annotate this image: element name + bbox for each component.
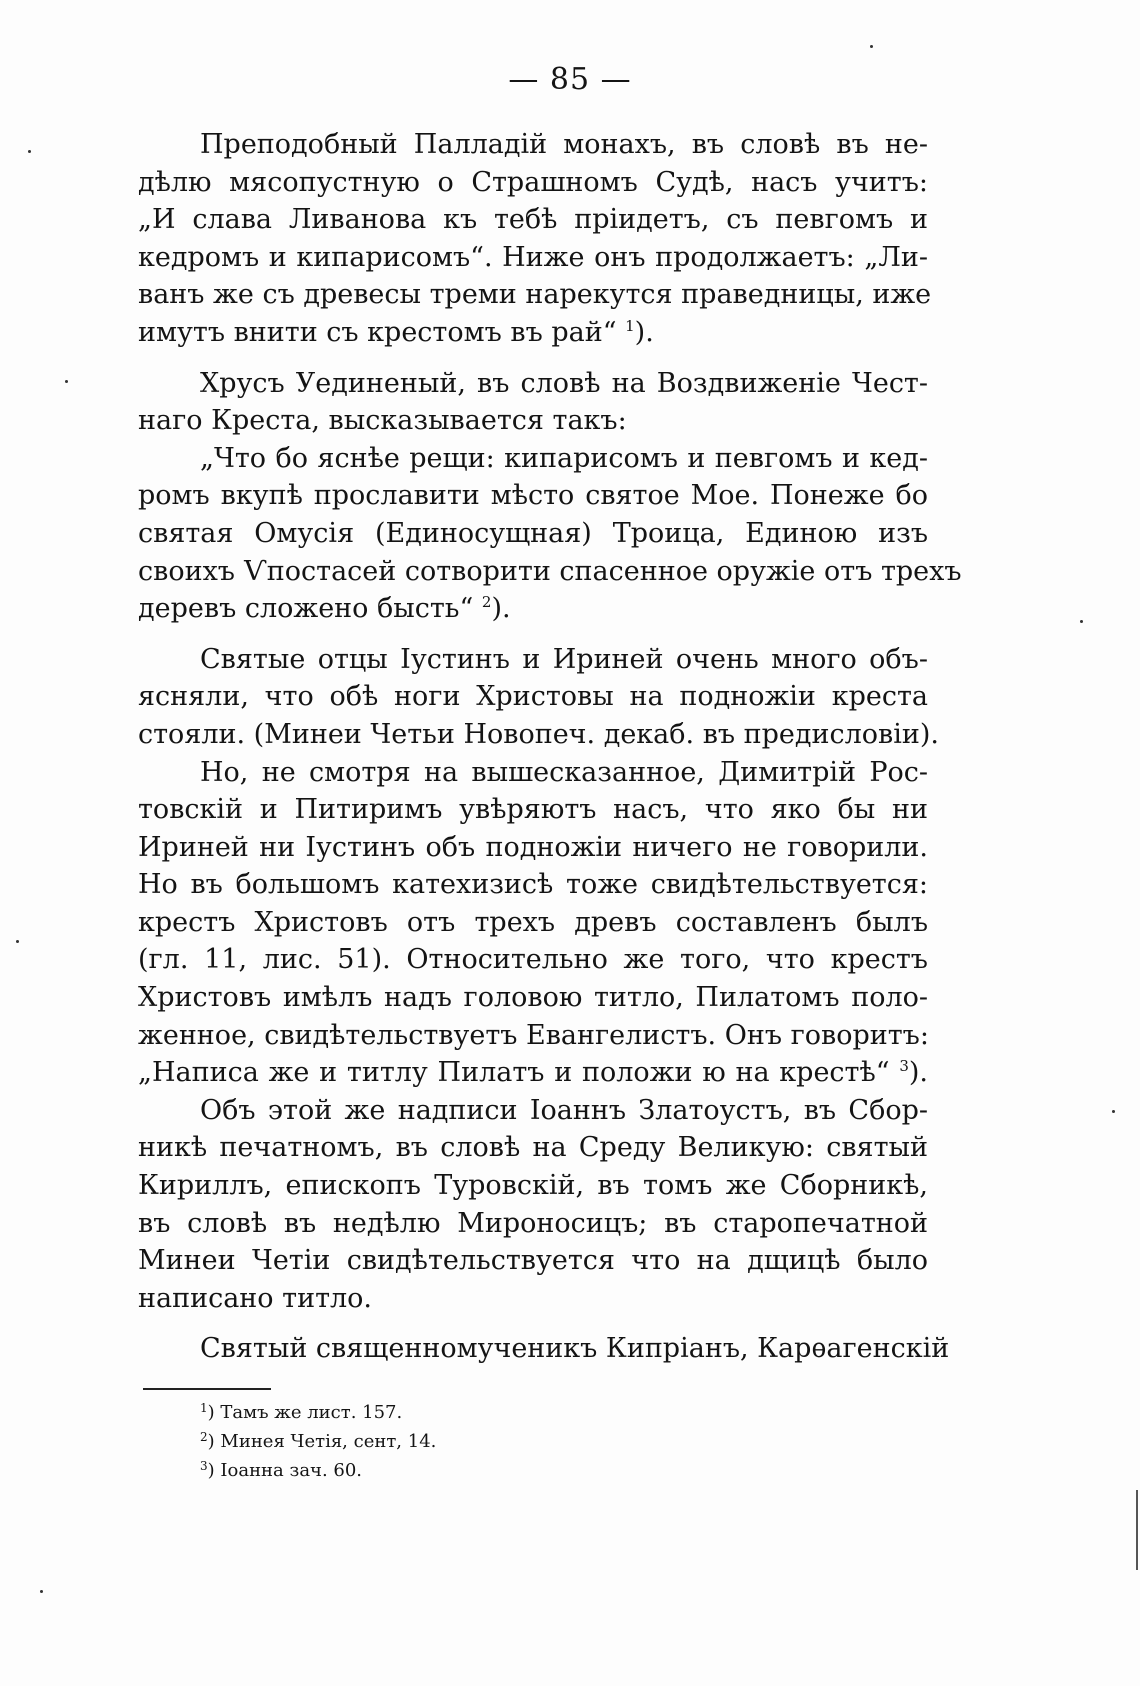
text-span: Объ этой же надписи Іоаннъ Златоустъ, въ Сбор- <box>200 1094 928 1126</box>
text-line <box>138 1330 950 1368</box>
text-span: Святые отцы Іустинъ и Ириней очень много объ- <box>200 643 928 675</box>
text-span: „Написа же и титлу Пилатъ и положи ю на крестѣ“ <box>138 1057 900 1089</box>
text-line <box>138 276 932 314</box>
text-line <box>138 829 928 867</box>
page-number: — 85 — <box>508 62 632 97</box>
text-span: деревъ сложено бысть“ <box>138 593 482 625</box>
text-span: имутъ внити съ крестомъ въ рай“ <box>138 316 626 348</box>
text-line <box>138 553 962 591</box>
text-span: „И слава Ливанова къ тебѣ пріидетъ, съ певгомъ и <box>138 204 928 236</box>
text-span: ). <box>908 1057 928 1089</box>
footnote-text: ) Тамъ же лист. 157. <box>207 1402 403 1423</box>
text-span: дѣлю мясопустную о Страшномъ Судѣ, насъ учитъ: <box>138 166 928 198</box>
footnote-number: 1 <box>200 1401 208 1415</box>
text-line <box>138 1280 928 1318</box>
footnote-reference: 3 <box>899 1057 909 1076</box>
text-span: Святый священномученикъ Кипріанъ, Карѳагенскій <box>200 1333 950 1365</box>
footnote-number: 2 <box>200 1430 208 1444</box>
text-span: въ словѣ въ недѣлю Мироносицъ; въ старопечатной <box>138 1207 928 1239</box>
footnote-number: 3 <box>200 1459 208 1473</box>
text-line <box>138 477 928 515</box>
footnote-text: ) Минея Четія, сент, 14. <box>207 1431 437 1452</box>
text-line <box>138 365 928 403</box>
text-span: своихъ Ѵпостасей сотворити спасенное оружіе отъ трехъ <box>138 555 962 587</box>
text-span: написано титло. <box>138 1282 372 1314</box>
text-span: Кириллъ, епископъ Туровскій, въ томъ же Сборникѣ, <box>138 1170 928 1202</box>
text-span: святая Омусія (Единосущная) Троица, Единою изъ <box>138 517 928 549</box>
footnote-divider <box>143 1388 271 1390</box>
text-line <box>138 941 928 979</box>
text-line <box>138 716 940 754</box>
text-line <box>138 314 928 352</box>
footnote-reference: 2 <box>481 593 492 612</box>
footnote-text: ) Іоанна зач. 60. <box>207 1460 363 1481</box>
text-line <box>138 1092 928 1130</box>
text-line <box>138 791 928 829</box>
paragraph-gap <box>138 1317 928 1330</box>
text-span: Минеи Четіи свидѣтельствуется что на дщицѣ было <box>138 1245 928 1277</box>
text-line <box>138 515 928 553</box>
text-line <box>138 1017 928 1055</box>
print-speck <box>870 45 873 48</box>
text-line <box>138 979 928 1017</box>
text-line <box>138 239 928 277</box>
text-line <box>138 1054 928 1092</box>
text-span: Ириней ни Іустинъ объ подножіи ничего не говорили. <box>138 831 928 863</box>
text-span: стояли. (Минеи Четьи Новопеч. декаб. въ предисловіи). <box>138 718 940 750</box>
footnote-reference: 1 <box>625 316 635 335</box>
print-speck <box>1080 620 1083 623</box>
footnote <box>200 1398 700 1427</box>
text-line <box>138 126 928 164</box>
text-line <box>138 1129 928 1167</box>
text-span: кедромъ и кипарисомъ“. Ниже онъ продолжаетъ: „Ли- <box>138 241 928 273</box>
text-line <box>138 590 928 628</box>
text-line <box>138 201 928 239</box>
text-span: никѣ печатномъ, въ словѣ на Среду Великую: святый <box>138 1132 928 1164</box>
paragraph-gap <box>138 628 928 641</box>
print-speck <box>16 940 19 943</box>
text-span: Но въ большомъ катехизисѣ тоже свидѣтельствуется: <box>138 869 928 901</box>
text-line <box>138 754 928 792</box>
text-line <box>138 1167 928 1205</box>
text-span: ). <box>491 593 511 625</box>
text-span: Преподобный Палладій монахъ, въ словѣ въ не- <box>200 129 928 160</box>
footnote <box>200 1427 700 1456</box>
text-line <box>138 866 928 904</box>
text-line <box>138 164 928 202</box>
print-speck <box>40 1590 43 1593</box>
text-span: ясняли, что обѣ ноги Христовы на подножіи креста <box>138 681 928 713</box>
text-span: Хрусъ Уединеный, въ словѣ на Воздвиженіе Чест- <box>200 367 928 399</box>
scan-edge-mark <box>1136 1490 1138 1570</box>
footnote <box>200 1456 700 1485</box>
print-speck <box>28 150 31 153</box>
text-span: (гл. 11, лис. 51). Относительно же того, что крестъ <box>138 944 928 976</box>
text-span: товскій и Питиримъ увѣряютъ насъ, что яко бы ни <box>138 794 928 826</box>
footnotes <box>200 1398 700 1485</box>
text-span: наго Креста, высказывается такъ: <box>138 405 627 437</box>
print-speck <box>1112 1110 1115 1113</box>
paragraph-gap <box>138 352 928 365</box>
text-line <box>138 904 928 942</box>
body-text <box>138 126 962 1368</box>
text-span: ). <box>634 316 654 348</box>
text-line <box>138 440 928 478</box>
text-line <box>138 1205 928 1243</box>
print-speck <box>65 380 68 383</box>
text-line <box>138 678 928 716</box>
text-line <box>138 402 928 440</box>
text-span: ромъ вкупѣ прославити мѣсто святое Мое. Понеже бо <box>138 480 928 512</box>
text-span: Но, не смотря на вышесказанное, Димитрій Рос- <box>200 756 928 788</box>
text-line <box>138 641 928 679</box>
text-span: крестъ Христовъ отъ трехъ древъ составленъ былъ <box>138 906 928 938</box>
text-span: ванъ же съ древесы треми нарекутся праведницы, иже <box>138 279 932 311</box>
text-span: женное, свидѣтельствуетъ Евангелистъ. Онъ говоритъ: <box>138 1019 929 1051</box>
text-span: Христовъ имѣлъ надъ головою титло, Пилатомъ поло- <box>138 982 928 1014</box>
text-span: „Что бо яснѣе рещи: кипарисомъ и певгомъ и кед- <box>200 442 928 474</box>
text-line <box>138 1242 928 1280</box>
